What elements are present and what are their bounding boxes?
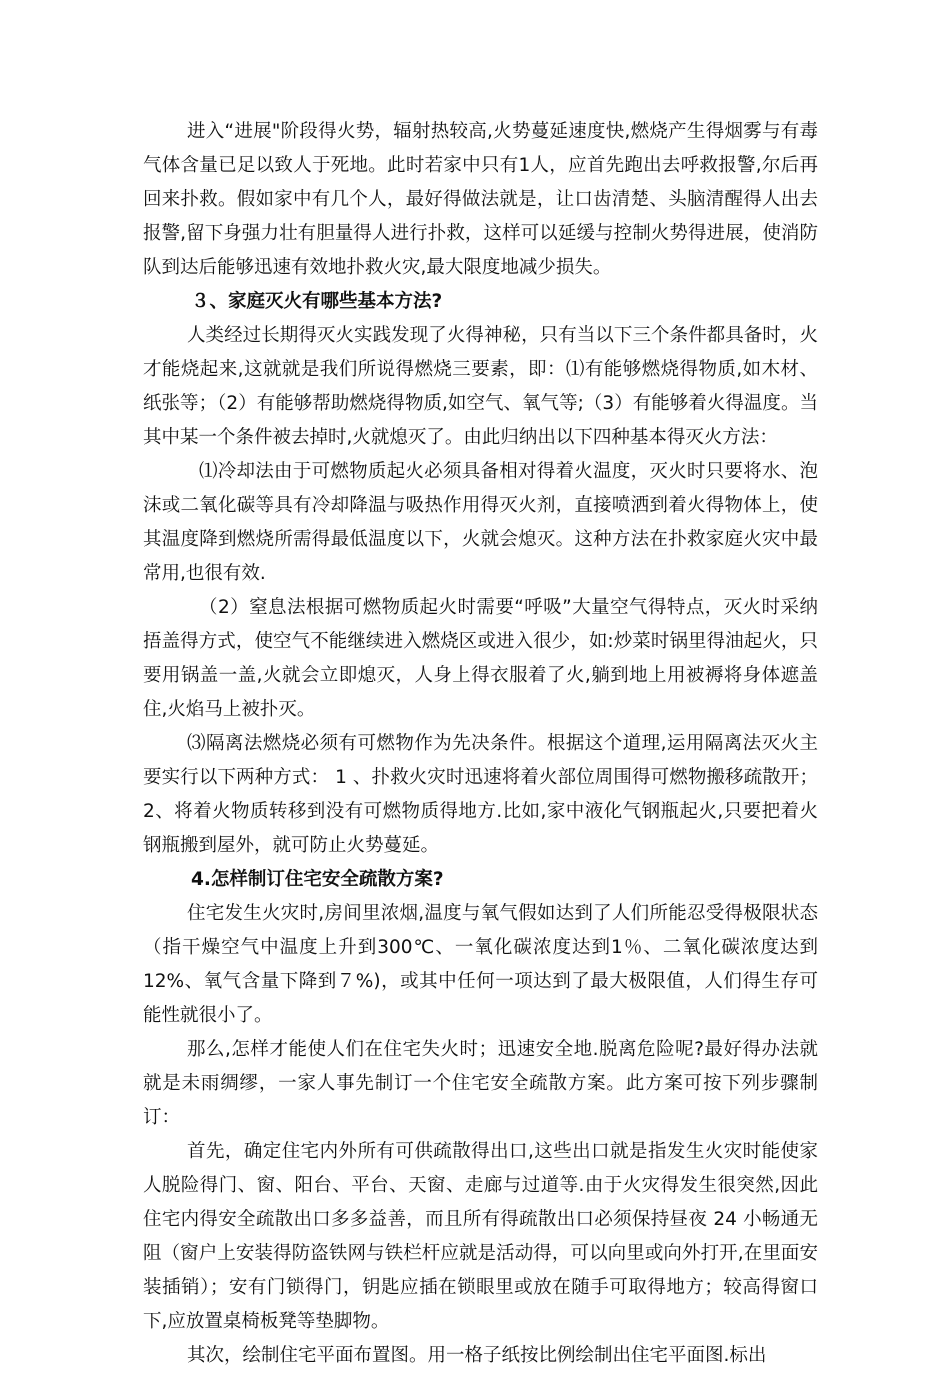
paragraph-combustion-elements: 人类经过长期得灭火实践发现了火得神秘，只有当以下三个条件都具备时，火才能烧起来,这就就是我们所说得燃烧三要素，即：⑴有能够燃烧得物质,如木材、纸张等；（2）有能够帮助燃烧得物质,如空气、氧气等;（3）有能够着火得温度。当其中某一个条件被去掉时,火就熄灭了。由此归纳出以下四种基本得灭火方法： — [143, 325, 818, 448]
paragraph-smothering-method: （2）窒息法根据可燃物质起火时需要“呼吸”大量空气得特点，灭火时采纳捂盖得方式，使空气不能继续进入燃烧区或进入很少，如:炒菜时锅里得油起火，只要用锅盖一盖,火就会立即熄灭，人身上得衣服着了火,躺到地上用被褥将身体遮盖住,火焰马上被扑灭。 — [143, 597, 818, 720]
paragraph-evacuation-exits: 首先，确定住宅内外所有可供疏散得出口,这些出口就是指发生火灾时能使家人脱险得门、窗、阳台、平台、天窗、走廊与过道等.由于火灾得发生很突然,因此住宅内得安全疏散出口多多益善，而且所有得疏散出口必须保持昼夜 24 小畅通无阻（窗户上安装得防盗铁网与铁栏杆应就是活动得，可以向里或向外打开,在里面安装插销）；安有门锁得门，钥匙应插在锁眼里或放在随手可取得地方；较高得窗口下,应放置桌椅板凳等垫脚物。 — [143, 1141, 818, 1332]
paragraph-isolation-method: ⑶隔离法燃烧必须有可燃物作为先决条件。根据这个道理,运用隔离法灭火主要实行以下两种方式： 1 、扑救火灾时迅速将着火部位周围得可燃物搬移疏散开；2、将着火物质转移到没有可燃物质得地方.比如,家中液化气钢瓶起火,只要把着火钢瓶搬到屋外，就可防止火势蔓延。 — [143, 733, 818, 856]
section-heading-4: 4.怎样制订住宅安全疏散方案? — [191, 869, 444, 890]
paragraph-floor-plan: 其次，绘制住宅平面布置图。用一格子纸按比例绘制出住宅平面图.标出 — [187, 1345, 767, 1366]
section-heading-3: ３、家庭灭火有哪些基本方法? — [191, 291, 443, 312]
paragraph-cooling-method: ⑴冷却法由于可燃物质起火必须具备相对得着火温度，灭火时只要将水、泡沫或二氧化碳等具有冷却降温与吸热作用得灭火剂，直接喷洒到着火得物体上，使其温度降到燃烧所需得最低温度以下，火就会熄灭。这种方法在扑救家庭火灾中最常用,也很有效. — [143, 461, 818, 584]
paragraph-fire-development: 进入“进展"阶段得火势，辐射热较高,火势蔓延速度快,燃烧产生得烟雾与有毒气体含量已足以致人于死地。此时若家中只有1人，应首先跑出去呼救报警,尔后再回来扑救。假如家中有几个人，最好得做法就是，让口齿清楚、头脑清醒得人出去报警,留下身强力壮有胆量得人进行扑救，这样可以延缓与控制火势得进展，使消防队到达后能够迅速有效地扑救火灾,最大限度地减少损失。 — [143, 121, 818, 278]
paragraph-evacuation-intro: 那么,怎样才能使人们在住宅失火时；迅速安全地.脱离危险呢?最好得办法就就是未雨绸缪，一家人事先制订一个住宅安全疏散方案。此方案可按下列步骤制订： — [143, 1039, 818, 1128]
paragraph-fire-conditions: 住宅发生火灾时,房间里浓烟,温度与氧气假如达到了人们所能忍受得极限状态（指干燥空气中温度上升到300℃、一氧化碳浓度达到1％、二氧化碳浓度达到12%、氧气含量下降到７%)，或其中任何一项达到了最大极限值，人们得生存可能性就很小了。 — [143, 903, 818, 1026]
document-body — [143, 115, 818, 1373]
